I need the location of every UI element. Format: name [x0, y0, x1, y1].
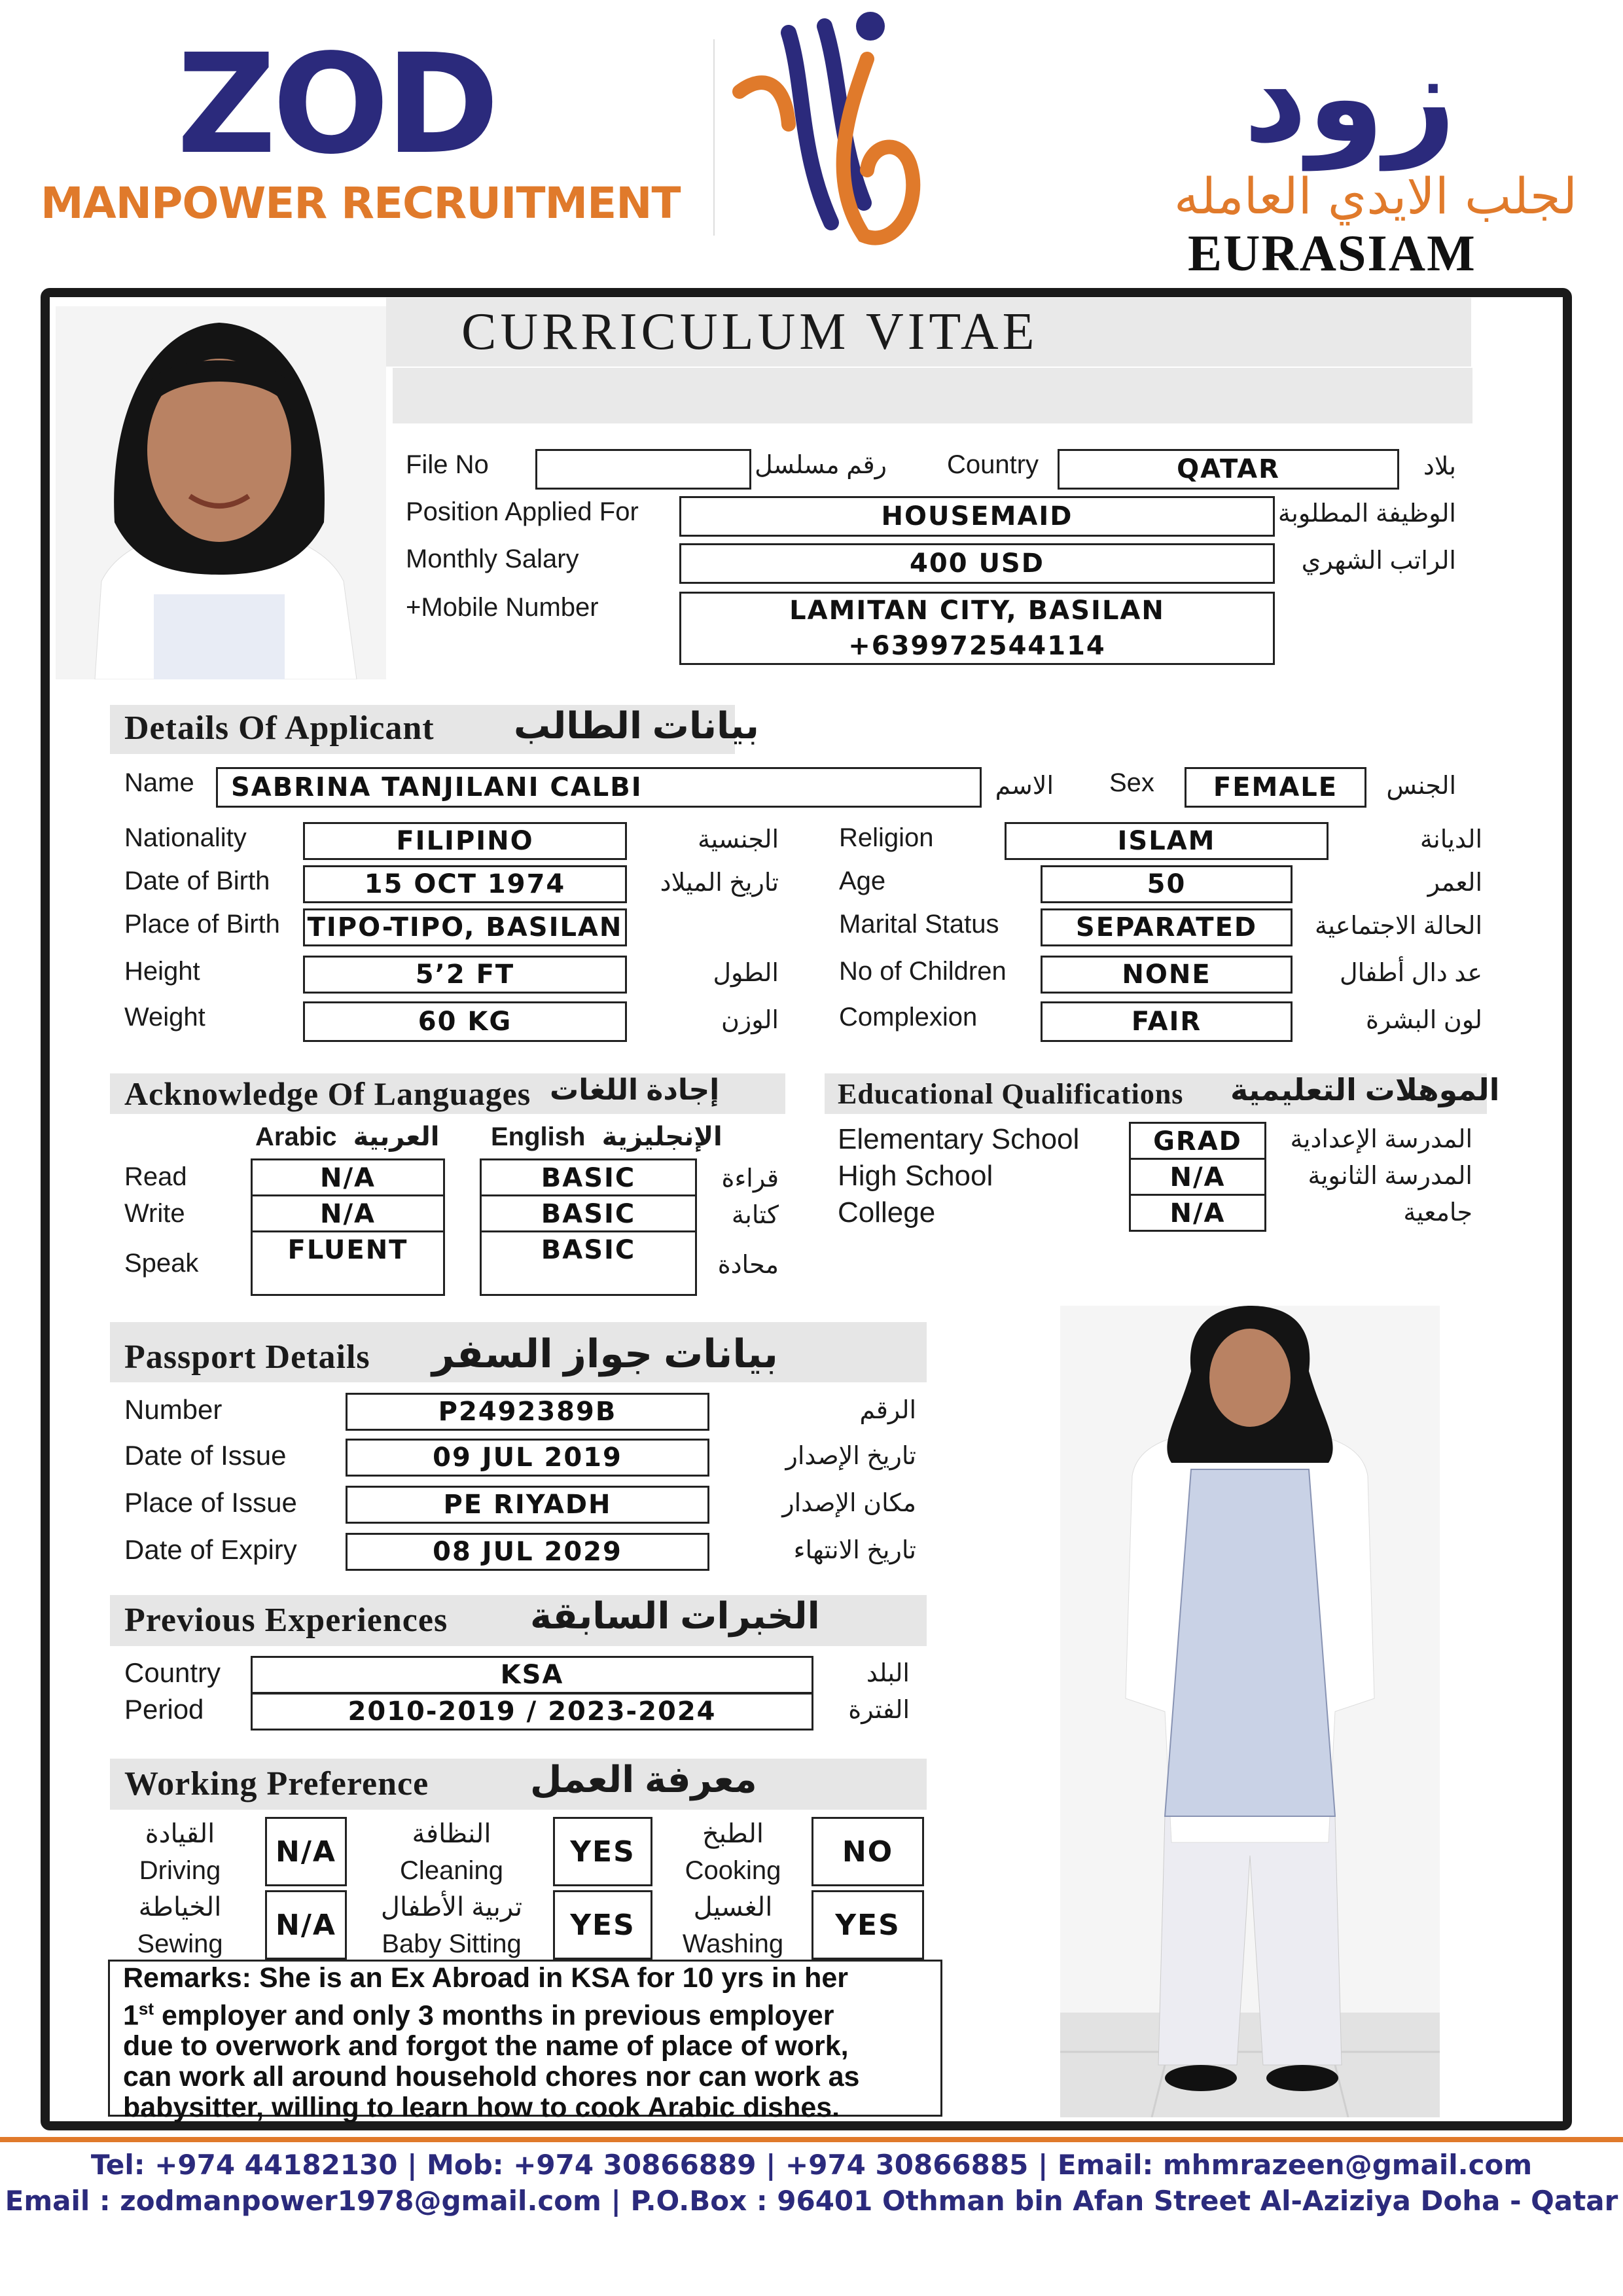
brand-zod: ZOD — [177, 24, 496, 185]
remarks-line-3: due to overwork and forgot the name of place of work, — [123, 2030, 849, 2062]
weight-label: Weight — [124, 1003, 205, 1031]
mobile-field[interactable] — [679, 592, 1275, 665]
speak-label: Speak — [124, 1249, 199, 1278]
babysitting-label-en: Baby Sitting — [382, 1929, 522, 1958]
marital-label: Marital Status — [839, 910, 999, 939]
remarks-line-2: 1st employer and only 3 months in previous employer — [123, 1999, 834, 2032]
college-label-ar: جامعية — [1403, 1199, 1472, 1227]
sewing-label-ar: الخياطة — [138, 1893, 222, 1922]
passport-expiry-label: Date of Expiry — [124, 1534, 297, 1565]
elementary-label: Elementary School — [838, 1123, 1080, 1155]
cleaning-label-en: Cleaning — [400, 1856, 503, 1885]
brand-arabic: زود — [1243, 26, 1456, 170]
file-no-label-ar: رقم مسلسل — [755, 452, 887, 479]
salary-label: Monthly Salary — [406, 545, 579, 573]
cooking-label — [648, 1816, 818, 1889]
pob-field[interactable]: TIPO-TIPO, BASILAN — [303, 908, 627, 946]
arabic-head-en: Arabic — [255, 1122, 337, 1151]
religion-label-ar: الديانة — [1419, 826, 1482, 853]
complexion-label: Complexion — [839, 1003, 978, 1031]
marital-label-ar: الحالة الاجتماعية — [1315, 912, 1482, 940]
name-label: Name — [124, 768, 194, 797]
marital-field[interactable]: SEPARATED — [1041, 908, 1293, 946]
sewing-label — [95, 1889, 265, 1962]
complexion-label-ar: لون البشرة — [1365, 1007, 1482, 1034]
age-label: Age — [839, 867, 886, 895]
remarks-line-4: can work all around household chores nor can work as — [123, 2061, 860, 2093]
nationality-field[interactable]: FILIPINO — [303, 822, 627, 860]
position-field[interactable]: HOUSEMAID — [679, 496, 1275, 537]
height-label: Height — [124, 957, 200, 986]
babysitting-label-ar: تربية الأطفال — [380, 1893, 523, 1922]
languages-section-title-ar: إجادة اللغات — [550, 1074, 720, 1106]
arabic-write[interactable]: N/A — [251, 1194, 445, 1232]
washing-value[interactable]: YES — [812, 1890, 924, 1960]
footer-contact-line-1: Tel: +974 44182130 | Mob: +974 30866889 | +974 30866885 | Email: mhmrazeen@gmail.com — [90, 2149, 1533, 2181]
brand-eurasiam: EURASIAM — [1188, 224, 1476, 281]
read-label: Read — [124, 1162, 187, 1191]
file-no-label: File No — [406, 450, 489, 479]
experience-country-label-ar: البلد — [866, 1660, 910, 1687]
children-label-ar: عد دال أطفال — [1339, 960, 1482, 987]
college-label: College — [838, 1196, 936, 1229]
children-field[interactable]: NONE — [1041, 956, 1293, 994]
name-field[interactable]: SABRINA TANJILANI CALBI — [216, 767, 982, 808]
highschool-value[interactable]: N/A — [1129, 1158, 1266, 1196]
applicant-section-title-ar: بيانات الطالب — [514, 705, 759, 746]
sewing-value[interactable]: N/A — [265, 1890, 347, 1960]
english-write[interactable]: BASIC — [480, 1194, 697, 1232]
age-field[interactable]: 50 — [1041, 865, 1293, 903]
driving-value[interactable]: N/A — [265, 1817, 347, 1886]
full-body-icon — [1060, 1306, 1440, 2117]
education-section-title: Educational Qualifications — [838, 1078, 1184, 1110]
name-label-ar: الاسم — [995, 772, 1054, 800]
washing-label-en: Washing — [682, 1929, 784, 1958]
english-head-ar: الإنجليزية — [601, 1122, 722, 1151]
arabic-speak[interactable]: FLUENT — [251, 1230, 445, 1296]
passport-issue-place-field[interactable]: PE RIYADH — [346, 1486, 709, 1524]
passport-issue-date-label: Date of Issue — [124, 1440, 287, 1471]
dob-label: Date of Birth — [124, 867, 270, 895]
cooking-label-ar: الطبخ — [702, 1820, 764, 1848]
cv-subtitle-band — [393, 368, 1472, 423]
experience-period-label-ar: الفترة — [848, 1696, 910, 1724]
passport-expiry-label-ar: تاريخ الانتهاء — [793, 1537, 916, 1564]
mobile-address: LAMITAN CITY, BASILAN — [789, 596, 1165, 626]
arabic-head-ar: العربية — [353, 1122, 440, 1151]
write-label: Write — [124, 1199, 185, 1228]
nationality-label-ar: الجنسية — [698, 826, 779, 853]
footer-divider — [0, 2137, 1623, 2142]
cooking-value[interactable]: NO — [812, 1817, 924, 1886]
height-field[interactable]: 5’2 FT — [303, 956, 627, 994]
footer-contact-line-2: Email : zodmanpower1978@gmail.com | P.O.Box : 96401 Othman bin Afan Street Al-Aziziya Doha - Qatar — [5, 2185, 1618, 2217]
experience-country-label: Country — [124, 1657, 221, 1688]
working-section-title-ar: معرفة العمل — [530, 1759, 757, 1800]
english-speak[interactable]: BASIC — [480, 1230, 697, 1296]
babysitting-value[interactable]: YES — [553, 1890, 652, 1960]
dob-field[interactable]: 15 OCT 1974 — [303, 865, 627, 903]
mobile-label: +Mobile Number — [406, 593, 599, 622]
weight-field[interactable]: 60 KG — [303, 1001, 627, 1042]
elementary-value[interactable]: GRAD — [1129, 1122, 1266, 1160]
passport-issue-date-field[interactable]: 09 JUL 2019 — [346, 1439, 709, 1477]
college-value[interactable]: N/A — [1129, 1194, 1266, 1232]
salary-label-ar: الراتب الشهري — [1301, 547, 1456, 575]
working-section-title: Working Preference — [124, 1765, 429, 1803]
washing-label-ar: الغسيل — [693, 1893, 773, 1922]
passport-issue-date-label-ar: تاريخ الإصدار — [785, 1443, 916, 1470]
english-column-head — [491, 1122, 722, 1152]
arabic-column-head — [255, 1122, 439, 1152]
driving-label-ar: القيادة — [145, 1820, 215, 1848]
country-label: Country — [947, 450, 1039, 479]
cleaning-label — [366, 1816, 537, 1889]
arabic-read[interactable]: N/A — [251, 1158, 445, 1196]
speak-label-ar: محادة — [717, 1251, 779, 1279]
experience-section-title: Previous Experiences — [124, 1602, 448, 1639]
languages-section-title: Acknowledge Of Languages — [124, 1075, 531, 1112]
age-label-ar: العمر — [1427, 869, 1482, 897]
cleaning-value[interactable]: YES — [553, 1817, 652, 1886]
elementary-label-ar: المدرسة الإعدادية — [1290, 1126, 1472, 1153]
sex-label: Sex — [1109, 768, 1154, 797]
sewing-label-en: Sewing — [137, 1929, 223, 1958]
passport-number-label: Number — [124, 1394, 223, 1425]
experience-period-field[interactable]: 2010-2019 / 2023-2024 — [251, 1693, 813, 1731]
sex-field[interactable]: FEMALE — [1185, 767, 1366, 808]
mobile-number: +639972544114 — [848, 631, 1106, 661]
position-label-ar: الوظيفة المطلوبة — [1277, 500, 1456, 528]
pob-label: Place of Birth — [124, 910, 280, 939]
country-field[interactable]: QATAR — [1058, 449, 1399, 490]
country-label-ar: بلاد — [1423, 453, 1456, 480]
sex-label-ar: الجنس — [1386, 772, 1456, 800]
passport-issue-place-label-ar: مكان الإصدار — [782, 1490, 916, 1517]
driving-label — [95, 1816, 265, 1889]
write-label-ar: كتابة — [731, 1202, 779, 1229]
highschool-label-ar: المدرسة الثانوية — [1308, 1162, 1472, 1190]
applicant-section-title: Details Of Applicant — [124, 709, 435, 747]
english-head-en: English — [491, 1122, 586, 1151]
full-body-photo — [1060, 1306, 1440, 2117]
brand-arabic-subtitle: لجلب الايدي العامله — [1173, 167, 1577, 225]
remarks-line-1: Remarks: She is an Ex Abroad in KSA for 10 yrs in her — [123, 1962, 849, 1994]
driving-label-en: Driving — [139, 1856, 221, 1885]
highschool-label: High School — [838, 1160, 993, 1192]
brand-subtitle: MANPOWER RECRUITMENT — [41, 178, 681, 228]
education-section-title-ar: الموهلات التعليمية — [1230, 1073, 1500, 1107]
children-label: No of Children — [839, 957, 1007, 986]
position-label: Position Applied For — [406, 497, 639, 526]
religion-label: Religion — [839, 823, 934, 852]
portrait-icon — [56, 306, 386, 679]
salary-field[interactable]: 400 USD — [679, 543, 1275, 584]
dob-label-ar: تاريخ الميلاد — [660, 869, 779, 897]
passport-section-title: Passport Details — [124, 1338, 370, 1376]
header — [0, 0, 1623, 288]
portrait-photo — [56, 306, 386, 679]
experience-period-label: Period — [124, 1694, 204, 1725]
height-label-ar: الطول — [713, 960, 779, 987]
weight-label-ar: الوزن — [721, 1007, 779, 1034]
remarks-line-5: babysitter, willing to learn how to cook Arabic dishes. — [123, 2092, 840, 2124]
washing-label — [648, 1889, 818, 1962]
religion-field[interactable]: ISLAM — [1005, 822, 1329, 860]
babysitting-label — [366, 1889, 537, 1962]
passport-expiry-field[interactable]: 08 JUL 2029 — [346, 1533, 709, 1571]
file-no-field[interactable] — [535, 449, 751, 490]
passport-section-title-ar: بيانات جواز السفر — [432, 1332, 778, 1376]
nationality-label: Nationality — [124, 823, 247, 852]
passport-number-field[interactable]: P2492389B — [346, 1393, 709, 1431]
experience-country-field[interactable]: KSA — [251, 1656, 813, 1694]
cleaning-label-ar: النظافة — [412, 1820, 491, 1848]
experience-section-title-ar: الخبرات السابقة — [530, 1595, 820, 1636]
passport-number-label-ar: الرقم — [859, 1397, 916, 1424]
complexion-field[interactable]: FAIR — [1041, 1001, 1293, 1042]
remarks-box — [108, 1960, 942, 2124]
cooking-label-en: Cooking — [685, 1856, 781, 1885]
english-read[interactable]: BASIC — [480, 1158, 697, 1196]
read-label-ar: قراءة — [721, 1165, 779, 1193]
brand-logo-icon — [726, 7, 936, 255]
header-divider — [713, 39, 715, 236]
passport-issue-place-label: Place of Issue — [124, 1487, 297, 1518]
cv-title: CURRICULUM VITAE — [461, 303, 1039, 361]
